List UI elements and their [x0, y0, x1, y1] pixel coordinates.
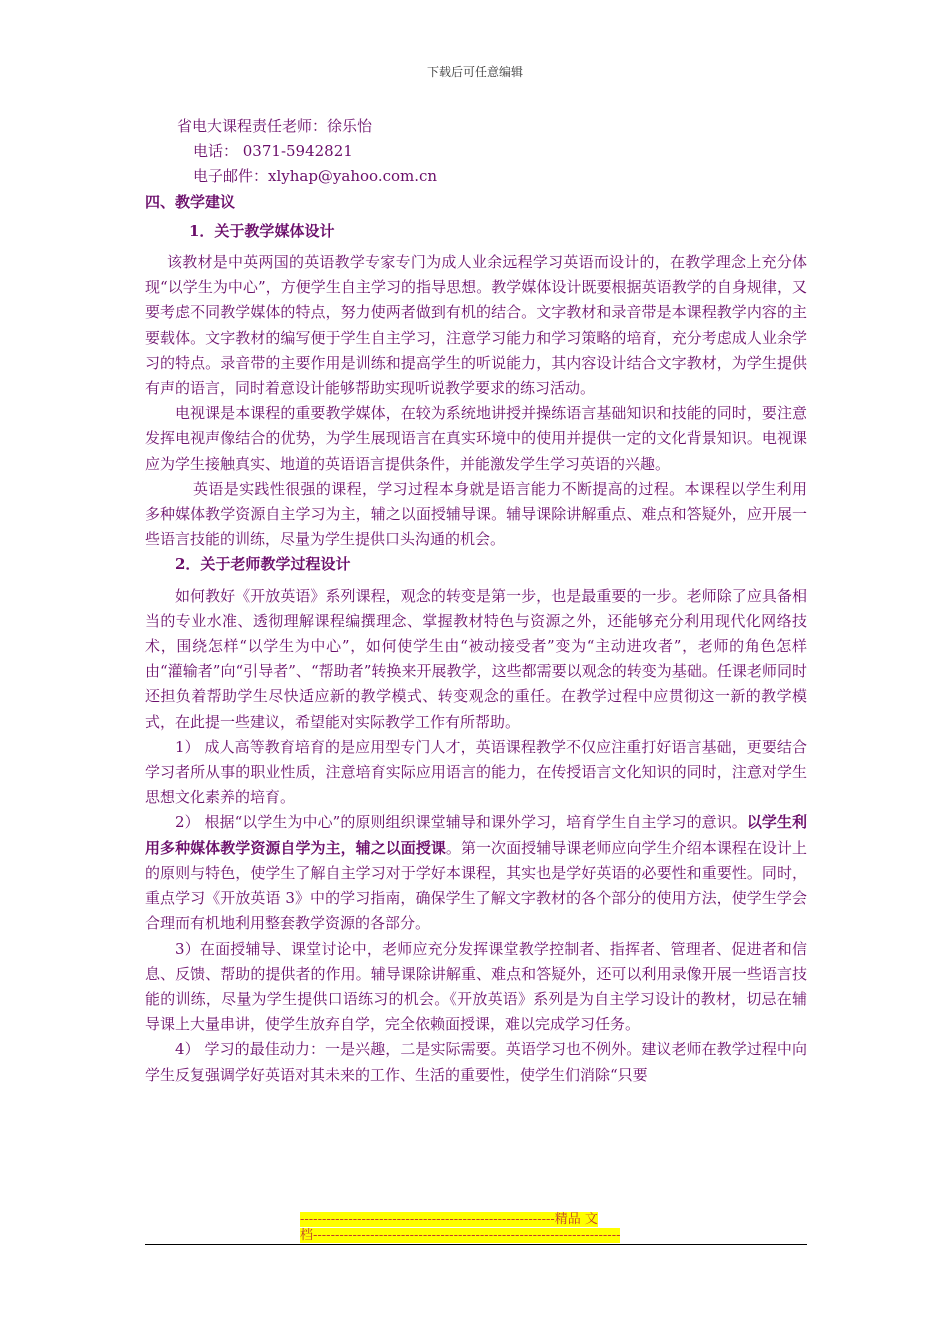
paragraph-point-2	[145, 810, 807, 936]
footer-divider	[145, 1244, 807, 1245]
paragraph-concept: 如何教好《开放英语》系列课程，观念的转变是第一步，也是最重要的一步。老师除了应具备相当的专业水准、透彻理解课程编撰理念、掌握教材特色与资源之外，还能够充分利用现代化网络技术，围绕怎样“以学生为中心”，如何使学生由“被动接受者”变为“主动进攻者”，老师的角色怎样由“灌输者”向“引导者”、“帮助者”转换来开展教学，这些都需要以观念的转变为基础。任课老师同时还担负着帮助学生尽快适应新的教学模式、转变观念的重任。在教学过程中应贯彻这一新的教学模式，在此提一些建议，希望能对实际教学工作有所帮助。	[145, 586, 807, 731]
footer-line-1: ----------------------------------------------------------精品 文	[300, 1212, 598, 1227]
phone-line: 电话： 0371-5942821	[193, 142, 353, 161]
footer-watermark	[300, 1212, 650, 1244]
section-title: 四、教学建议	[145, 192, 236, 211]
paragraph-point-1: 1） 成人高等教育培育的是应用型专门人才，英语课程教学不仅应注重打好语言基础，更要结合学习者所从事的职业性质，注意培育实际应用语言的能力，在传授语言文化知识的同时，注意对学生思想文化素养的培育。	[145, 737, 807, 807]
footer-line-2: 档----------------------------------------------------------------------	[300, 1228, 621, 1243]
paragraph-point-4: 4） 学习的最佳动力：一是兴趣，二是实际需要。英语学习也不例外。建议老师在教学过程中向学生反复强调学好英语对其未来的工作、生活的重要性，使学生们消除“只要	[145, 1040, 807, 1084]
point-2-text-a: 2） 根据“以学生为中心”的原则组织课堂辅导和课外学习，培育学生自主学习的意识。	[175, 813, 747, 832]
paragraph-point-3: 3）在面授辅导、课堂讨论中，老师应充分发挥课堂教学控制者、指挥者、管理者、促进者和信息、反馈、帮助的提供者的作用。辅导课除讲解重、难点和答疑外，还可以利用录像开展一些语言技能的训练，尽量为学生提供口语练习的机会。《开放英语》系列是为自主学习设计的教材，切忌在辅导课上大量串讲，使学生放弃自学，完全依赖面授课，难以完成学习任务。	[145, 939, 807, 1034]
paragraph-practice: 英语是实践性很强的课程，学习过程本身就是语言能力不断提高的过程。本课程以学生利用多种媒体教学资源自主学习为主，辅之以面授辅导课。辅导课除讲解重点、难点和答疑外，应开展一些语言技能的训练，尽量为学生提供口头沟通的机会。	[145, 479, 807, 549]
paragraph-media: 该教材是中英两国的英语教学专家专门为成人业余远程学习英语而设计的，在教学理念上充分体现“以学生为中心”，方便学生自主学习的指导思想。教学媒体设计既要根据英语教学的自身规律，又要考虑不同教学媒体的特点，努力使两者做到有机的结合。文字教材和录音带是本课程教学内容的主要载体。文字教材的编写便于学生自主学习，注意学习能力和学习策略的培育，充分考虑成人业余学习的特点。录音带的主要作用是训练和提高学生的听说能力，其内容设计结合文字教材，为学生提供有声的语言，同时着意设计能够帮助实现听说教学要求的练习活动。	[145, 253, 807, 398]
teacher-line: 省电大课程责任老师：徐乐怡	[177, 117, 373, 135]
point-2-text-c: 。第一次面授辅导课老师应向学生介绍本课程在设计上的原则与特色，使学生了解自主学习对于学好本课程，其实也是学好英语的必要性和重要性。同时，重点学习《开放英语 3》中的学习指南，确保学生了解文字教材的各个部分的使用方法，使学生学会合理而有机地利用整套教学资源的各部分。	[145, 838, 807, 933]
paragraph-tv: 电视课是本课程的重要教学媒体，在较为系统地讲授并操练语言基础知识和技能的同时，要注意发挥电视声像结合的优势，为学生展现语言在真实环境中的使用并提供一定的文化背景知识。电视课应为学生接触真实、地道的英语语言提供条件，并能激发学生学习英语的兴趣。	[145, 404, 807, 473]
email-line: 电子邮件：xlyhap@yahoo.com.cn	[193, 167, 438, 186]
page-header: 下载后可任意编辑	[426, 65, 523, 79]
document-body	[145, 114, 807, 1088]
point-2-emphasis: 以学生利用多种媒体教学资源自学为主，辅之以面授课	[145, 813, 807, 857]
subsection-media-title: 1．关于教学媒体设计	[189, 221, 335, 240]
subsection-process-title: 2．关于老师教学过程设计	[175, 555, 351, 574]
